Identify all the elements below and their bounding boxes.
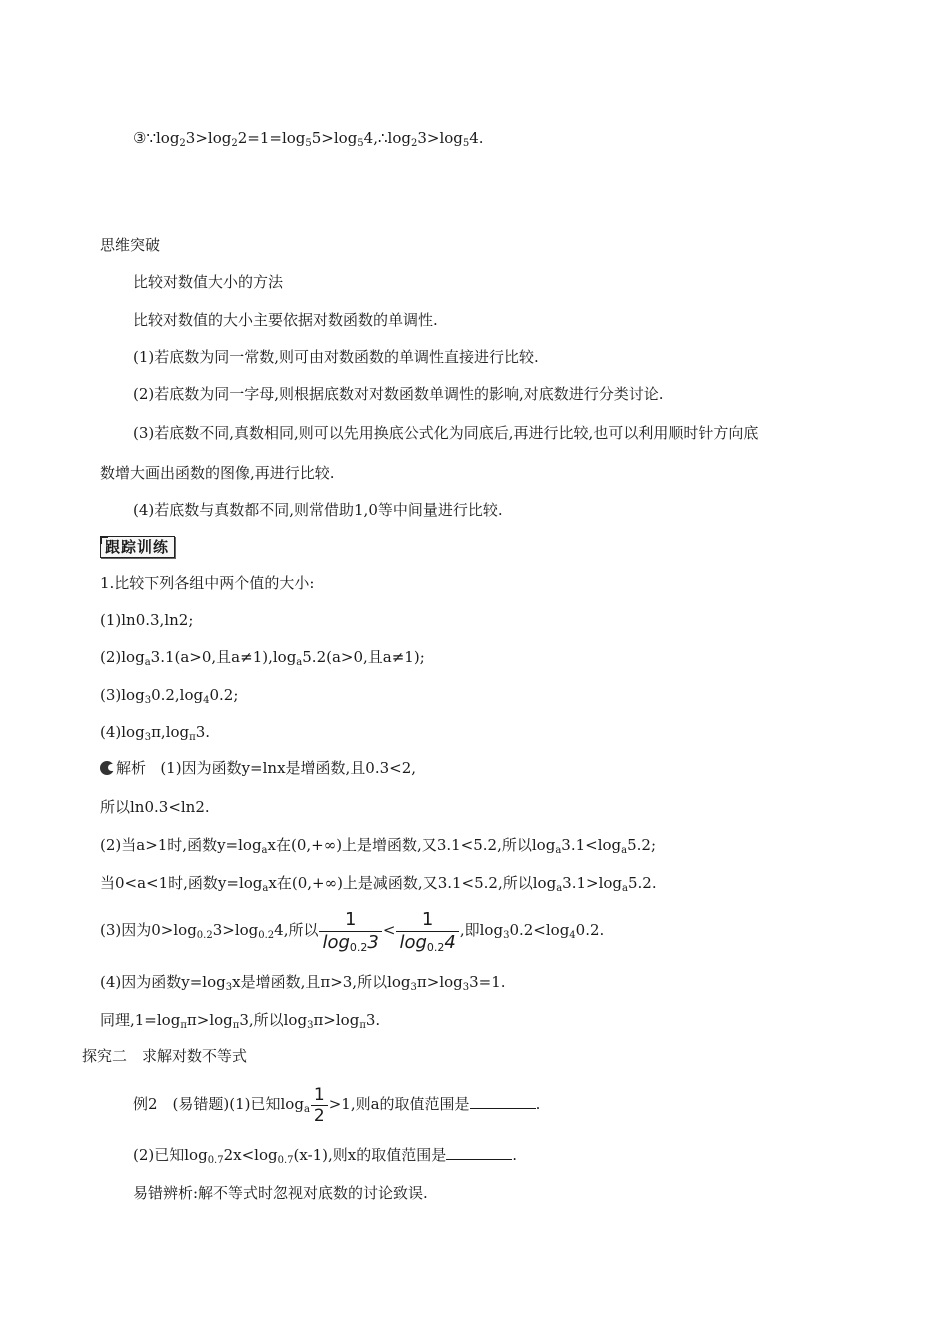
analysis-1: (1)因为函数y=lnx是增函数,且0.3<2, [160,759,417,777]
question-4: $(4)\log_3\pi,\log_\pi 3$. [100,723,211,743]
question-3: $(3)\log_30.2,\log_40.2$; [100,686,239,706]
example-2-part-2: (2)已知$\log_{0.7}2x<\log_{0.7}(x-1)$,则x的取值范围是 . [133,1146,518,1166]
fraction-1: $\frac{1}{\log_{0.2}3}$ [319,909,381,954]
method-item-3b: 数增大画出函数的图像,再进行比较. [100,464,335,482]
question-2: $(2)\log_a3.1(a>0$,且$a\ne 1),\log_a5.2(a>0$,且a≠1); [100,648,425,668]
question-1: (1)ln0.3,ln2; [100,611,194,629]
analysis-2: (2)当a>1时,函数$y=\log_ax$在(0,+∞)上是增函数,又3.1<5.2,所以$\log_a3.1<\log_a5.2$; [100,836,657,856]
analysis-3: (3)因为$0>\log_{0.2}3>\log_{0.2}4$,所以 $\frac{1}{\log_{0.2}3}$ < $\frac{1}{\log_{0.2}4}$ ,即$\log_30.2<\log_40.2$. [100,908,605,954]
method-title: 比较对数值大小的方法 [133,273,284,291]
method-item-3a: (3)若底数不同,真数相同,则可以先用换底公式化为同底后,再进行比较,也可以利用顺时针方向底 [133,424,759,442]
section-title: 探究二 求解对数不等式 [82,1047,248,1065]
fraction-2: $\frac{1}{\log_{0.2}4}$ [396,909,458,954]
method-intro: 比较对数值的大小主要依据对数函数的单调性. [133,311,438,329]
method-item-4: (4)若底数与真数都不同,则常借助1,0等中间量进行比较. [133,501,503,519]
think-title: 思维突破 [100,236,161,254]
answer-blank-2[interactable] [446,1145,512,1160]
fraction-half: $\frac{1}{2}$ [311,1085,328,1126]
analysis-4: (4)因为函数$y=\log_3x$是增函数,且π>3,所以$\log_3\pi>\log_33=1$. [100,973,506,993]
analysis-2b: 当0<a<1时,函数$y=\log_ax$在(0,+∞)上是减函数,又3.1<5.2,所以$\log_a3.1>\log_a5.2$. [100,874,657,894]
follow-training-tag: 跟踪训练 [100,536,175,558]
error-note: 易错辨析:解不等式时忽视对底数的讨论致误. [133,1184,428,1202]
analysis-4b: 同理$,1=\log_\pi\pi>\log_\pi 3$,所以$\log_3\pi>\log_\pi 3$. [100,1011,381,1031]
question-title: 1.比较下列各组中两个值的大小: [100,574,315,592]
example-2-part-1: 例2 (易错题)(1)已知$\log_a$ $\frac{1}{2}$ >1,则a的取值范围是 . [133,1084,541,1126]
line-top: $③\because\log_23>\log_22=1=\log_55>\log_54,\therefore\log_23>\log_54$. [133,129,484,149]
analysis-1b: 所以ln0.3<ln2. [100,798,210,816]
analysis-line-1 [100,758,416,778]
method-item-1: (1)若底数为同一常数,则可由对数函数的单调性直接进行比较. [133,348,539,366]
analysis-icon [100,761,114,775]
analysis-label: 解析 [116,759,147,777]
method-item-2: (2)若底数为同一字母,则根据底数对对数函数单调性的影响,对底数进行分类讨论. [133,385,664,403]
answer-blank-1[interactable] [470,1094,536,1109]
